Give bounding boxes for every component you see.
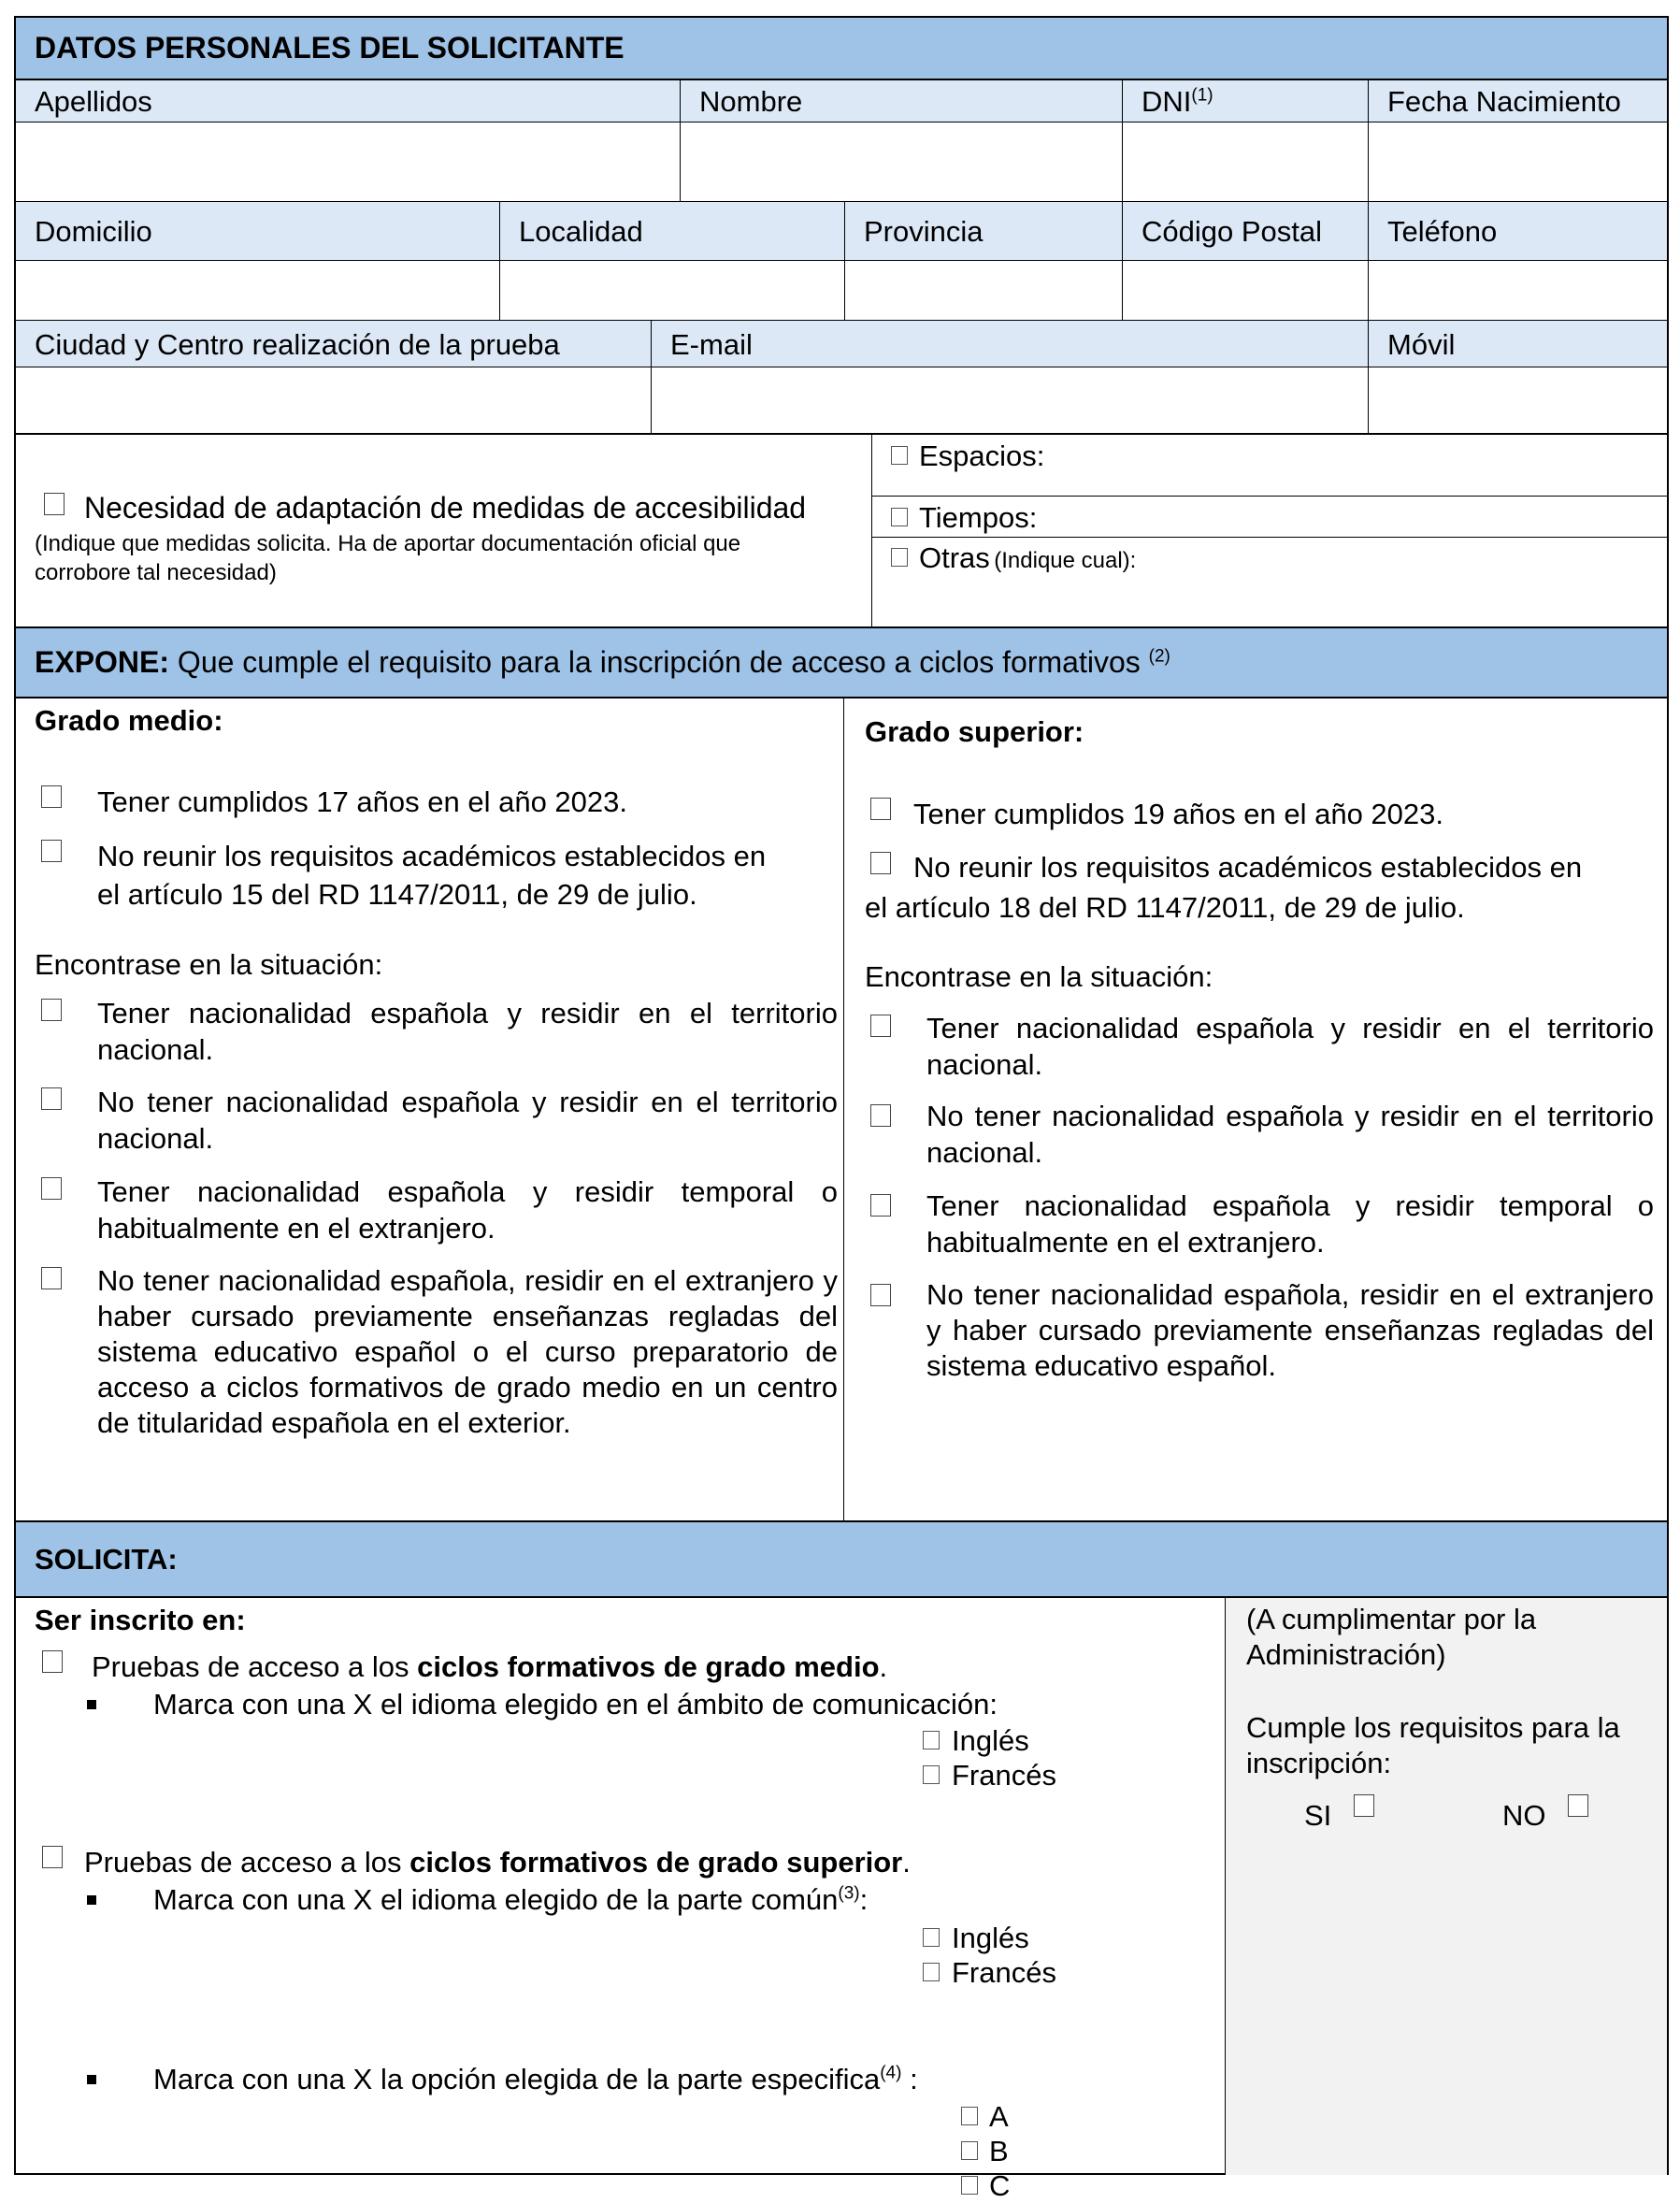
opcion-a-label: A <box>989 2100 1009 2133</box>
medio-req-checkbox[interactable] <box>41 840 62 862</box>
administration-box <box>1225 1598 1667 2175</box>
no-checkbox[interactable] <box>1568 1794 1588 1817</box>
accesibilidad-checkbox[interactable] <box>44 493 65 515</box>
superior-req-line2: el artículo 18 del RD 1147/2011, de 29 de julio. <box>865 891 1465 924</box>
cumple-label-2: inscripción: <box>1246 1747 1392 1779</box>
espacios-checkbox[interactable] <box>891 446 908 465</box>
no-label: NO <box>1502 1799 1546 1832</box>
medio-req-line2: el artículo 15 del RD 1147/2011, de 29 de julio. <box>97 878 697 911</box>
espacios-row <box>872 435 1668 497</box>
label-nombre: Nombre <box>680 80 1122 122</box>
superior-frances-label: Francés <box>952 1956 1056 1989</box>
superior-ingles-label: Inglés <box>952 1922 1029 1954</box>
bullet-marker <box>87 1700 96 1709</box>
solicita-title: SOLICITA: <box>35 1543 178 1576</box>
superior-req-checkbox[interactable] <box>870 852 891 874</box>
superior-age-checkbox[interactable] <box>870 798 891 820</box>
medio-situacion: Encontrase en la situación: <box>35 948 383 981</box>
otras-note: (Indique cual): <box>994 548 1137 573</box>
superior-opt1-checkbox[interactable] <box>870 1015 891 1037</box>
medidas-cell <box>871 435 1667 626</box>
otras-label: Otras <box>919 541 990 574</box>
label-domicilio: Domicilio <box>16 202 499 261</box>
superior-frances-checkbox[interactable] <box>923 1963 940 1981</box>
provincia-field[interactable] <box>844 261 1122 321</box>
datos-header <box>16 18 1667 80</box>
movil-field[interactable] <box>1368 367 1667 435</box>
superior-pruebas-checkbox[interactable] <box>42 1846 63 1868</box>
nombre-field[interactable] <box>680 122 1122 202</box>
superior-idioma-instruction: Marca con una X el idioma elegido de la parte común$^{(3)}$: <box>153 1883 869 1916</box>
medio-age-label: Tener cumplidos 17 años en el año 2023. <box>97 785 628 818</box>
domicilio-field[interactable] <box>16 261 499 321</box>
opcion-b-label: B <box>989 2135 1009 2167</box>
codigo-postal-field[interactable] <box>1122 261 1368 321</box>
medio-opt2-checkbox[interactable] <box>41 1087 62 1110</box>
grado-medio-heading: Grado medio: <box>35 704 223 737</box>
superior-req-line1: No reunir los requisitos académicos establecidos en <box>913 851 1583 884</box>
accesibilidad-cell <box>16 435 871 626</box>
label-telefono: Teléfono <box>1368 202 1667 261</box>
superior-opt3-checkbox[interactable] <box>870 1194 891 1217</box>
superior-opcion-instruction: Marca con una X la opción elegida de la parte especifica$^{(4)}$ : <box>153 2063 918 2095</box>
superior-opt4-checkbox[interactable] <box>870 1284 891 1306</box>
medio-frances-checkbox[interactable] <box>923 1765 940 1784</box>
si-checkbox[interactable] <box>1354 1794 1374 1817</box>
label-email: E-mail <box>651 321 1368 367</box>
accesibilidad-note-1: (Indique que medidas solicita. Ha de aportar documentación oficial que <box>35 531 741 556</box>
label-provincia: Provincia <box>844 202 1122 261</box>
opcion-c-label: C <box>989 2169 1011 2202</box>
grado-medio-column <box>16 698 843 1522</box>
localidad-field[interactable] <box>499 261 844 321</box>
otras-checkbox[interactable] <box>891 548 908 567</box>
application-form <box>14 16 1669 2202</box>
medio-opt4-checkbox[interactable] <box>41 1267 62 1289</box>
superior-opt3-label: Tener nacionalidad española y residir temporal o habitualmente en el extranjero. <box>926 1189 1654 1259</box>
opcion-a-checkbox[interactable] <box>961 2107 978 2125</box>
admin-note-1: (A cumplimentar por la <box>1246 1603 1537 1635</box>
grado-superior-heading: Grado superior: <box>865 715 1084 748</box>
superior-situacion: Encontrase en la situación: <box>865 960 1213 993</box>
accesibilidad-note-2: corrobore tal necesidad) <box>35 560 277 585</box>
medio-opt1-checkbox[interactable] <box>41 999 62 1021</box>
dni-field[interactable] <box>1122 122 1368 202</box>
solicita-options <box>16 1598 1225 2202</box>
tiempos-label: Tiempos: <box>919 501 1038 534</box>
accesibilidad-label: Necesidad de adaptación de medidas de accesibilidad <box>84 491 807 525</box>
medio-frances-label: Francés <box>952 1759 1056 1792</box>
expone-header <box>16 626 1667 698</box>
bullet-marker <box>87 2075 96 2084</box>
label-localidad: Localidad <box>499 202 844 261</box>
ciudad-centro-field[interactable] <box>16 367 651 435</box>
superior-opt1-label: Tener nacionalidad española y residir en el territorio nacional. <box>926 1012 1654 1081</box>
label-codigo-postal: Código Postal <box>1122 202 1368 261</box>
apellidos-field[interactable] <box>16 122 680 202</box>
medio-opt2-label: No tener nacionalidad española y residir en el territorio nacional. <box>97 1086 838 1155</box>
cumple-label-1: Cumple los requisitos para la <box>1246 1711 1620 1744</box>
solicita-header <box>16 1522 1667 1598</box>
otras-row <box>872 538 1668 626</box>
superior-pruebas-label: Pruebas de acceso a los ciclos formativos de grado superior. <box>84 1846 911 1879</box>
label-apellidos: Apellidos <box>16 80 680 122</box>
medio-opt4-label: No tener nacionalidad española, residir en el extranjero y haber cursado previamente enseñanzas regladas del sistema educativo español o el curso preparatorio de acceso a ciclos formativos de grado medio en un centro de titularidad española en el exterior. <box>97 1264 838 1439</box>
tiempos-row <box>872 497 1668 538</box>
label-ciudad-centro: Ciudad y Centro realización de la prueba <box>16 321 651 367</box>
tiempos-checkbox[interactable] <box>891 508 908 526</box>
medio-idioma-instruction: Marca con una X el idioma elegido en el ámbito de comunicación: <box>153 1688 998 1721</box>
superior-opt2-checkbox[interactable] <box>870 1104 891 1127</box>
espacios-label: Espacios: <box>919 439 1045 472</box>
dni-footnote: (1) <box>1191 85 1213 106</box>
ser-inscrito-label: Ser inscrito en: <box>35 1604 246 1636</box>
medio-ingles-label: Inglés <box>952 1724 1029 1757</box>
opcion-c-checkbox[interactable] <box>961 2176 978 2195</box>
admin-note-2: Administración) <box>1246 1638 1446 1671</box>
medio-opt1-label: Tener nacionalidad española y residir en el territorio nacional. <box>97 997 838 1066</box>
grado-superior-column <box>843 698 1667 1522</box>
medio-opt3-checkbox[interactable] <box>41 1177 62 1200</box>
expone-footnote: (2) <box>1148 646 1170 667</box>
superior-age-label: Tener cumplidos 19 años en el año 2023. <box>913 798 1444 830</box>
email-field[interactable] <box>651 367 1368 435</box>
medio-opt3-label: Tener nacionalidad española y residir temporal o habitualmente en el extranjero. <box>97 1175 838 1245</box>
label-movil: Móvil <box>1368 321 1667 367</box>
superior-opt4-label: No tener nacionalidad española, residir en el extranjero y haber cursado previamente enseñanzas regladas del sistema educativo español. <box>926 1278 1654 1382</box>
medio-pruebas-label: Pruebas de acceso a los ciclos formativos de grado medio. <box>92 1650 888 1683</box>
medio-ingles-checkbox[interactable] <box>923 1731 940 1749</box>
label-fecha-nacimiento: Fecha Nacimiento <box>1368 80 1667 122</box>
medio-pruebas-checkbox[interactable] <box>42 1650 63 1673</box>
fecha-nacimiento-field[interactable] <box>1368 122 1667 202</box>
expone-title-bold: EXPONE: <box>35 645 170 679</box>
expone-title: Que cumple el requisito para la inscripción de acceso a ciclos formativos <box>177 645 1141 679</box>
superior-opt2-label: No tener nacionalidad española y residir en el territorio nacional. <box>926 1100 1654 1169</box>
medio-req-line1: No reunir los requisitos académicos establecidos en <box>97 840 767 872</box>
datos-title: DATOS PERSONALES DEL SOLICITANTE <box>35 31 625 65</box>
opcion-b-checkbox[interactable] <box>961 2141 978 2160</box>
telefono-field[interactable] <box>1368 261 1667 321</box>
superior-ingles-checkbox[interactable] <box>923 1928 940 1947</box>
label-dni: DNI$^{(1)}$ <box>1122 80 1368 122</box>
bullet-marker <box>87 1895 96 1905</box>
medio-age-checkbox[interactable] <box>41 785 62 808</box>
si-label: SI <box>1304 1799 1332 1832</box>
